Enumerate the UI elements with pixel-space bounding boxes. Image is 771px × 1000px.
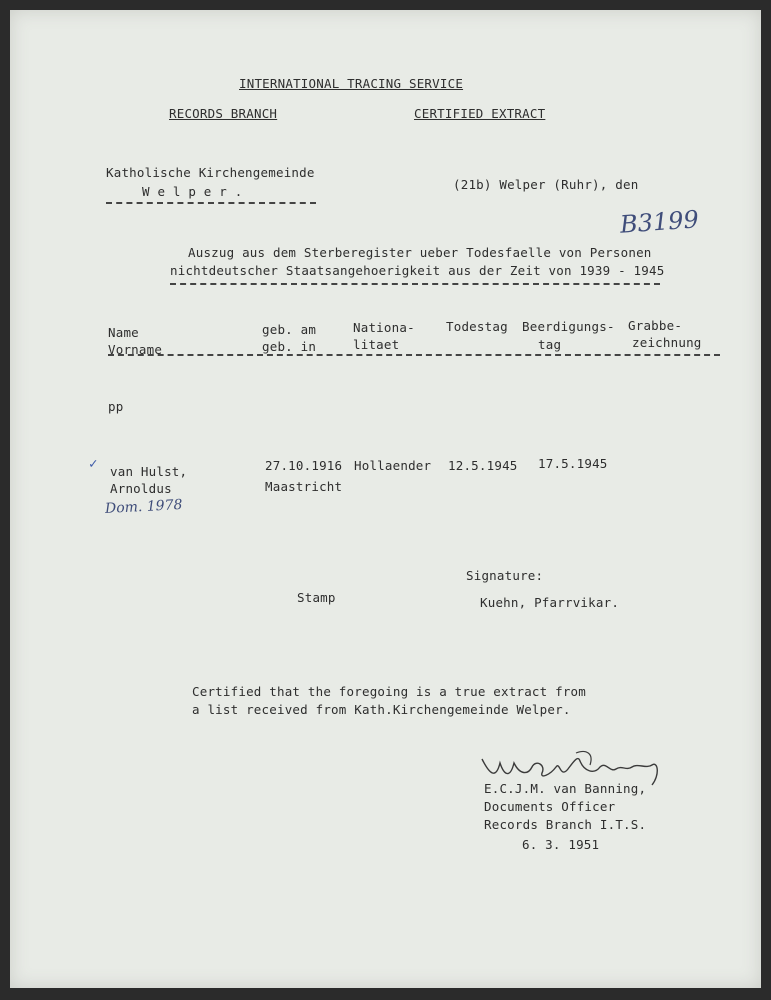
doc-type-label: CERTIFIED EXTRACT [414,106,546,121]
entry-birth-date: 27.10.1916 [265,458,343,473]
signature-label: Signature: [466,568,544,583]
signer-name: Kuehn, Pfarrvikar. [480,595,620,610]
col-grave-1: Grabbe- [628,318,683,333]
col-born-date: geb. am [262,322,317,337]
handwritten-note: Dom. 1978 [104,496,183,518]
entry-burial-date: 17.5.1945 [538,456,608,471]
col-nationality-2: litaet [353,337,400,352]
col-name: Name [108,325,139,340]
subtitle-line2: nichtdeutscher Staatsangehoerigkeit aus der Zeit von 1939 - 1945 [170,263,665,278]
parish-place: W e l p e r . [142,184,243,199]
entry-nationality: Hollaender [354,458,432,473]
document-page [10,10,761,988]
col-nationality-1: Nationa- [353,320,415,335]
parish-divider [106,202,316,204]
col-grave-2: zeichnung [632,335,702,350]
stamp-label: Stamp [297,590,336,605]
officer-title: Documents Officer [484,799,616,814]
entry-death-date: 12.5.1945 [448,458,518,473]
col-burial-1: Beerdigungs- [522,319,615,334]
certification-line1: Certified that the foregoing is a true extract from [192,684,587,699]
col-born-place: geb. in [262,339,317,354]
officer-date: 6. 3. 1951 [522,837,600,852]
entry-first-name: Arnoldus [110,481,172,496]
subtitle-line1: Auszug aus dem Sterberegister ueber Todesfaelle von Personen [188,245,652,260]
org-title: INTERNATIONAL TRACING SERVICE [239,76,464,91]
col-burial-2: tag [538,337,562,352]
location-date: (21b) Welper (Ruhr), den [453,177,639,192]
entry-surname: van Hulst, [110,464,188,479]
check-mark-icon: ✓ [89,456,98,472]
col-first-name: Vorname [108,342,163,357]
handwritten-ref: B3199 [619,205,700,239]
branch-label: RECORDS BRANCH [169,106,278,121]
officer-name: E.C.J.M. van Banning, [484,781,647,796]
header-divider [108,354,720,356]
parish-name: Katholische Kirchengemeinde [106,165,315,180]
entry-birth-place: Maastricht [265,479,343,494]
subtitle-divider [170,283,660,285]
col-death-day: Todestag [446,319,508,334]
pp-mark: pp [108,399,124,414]
officer-unit: Records Branch I.T.S. [484,817,647,832]
certification-line2: a list received from Kath.Kirchengemeinde Welper. [192,702,571,717]
